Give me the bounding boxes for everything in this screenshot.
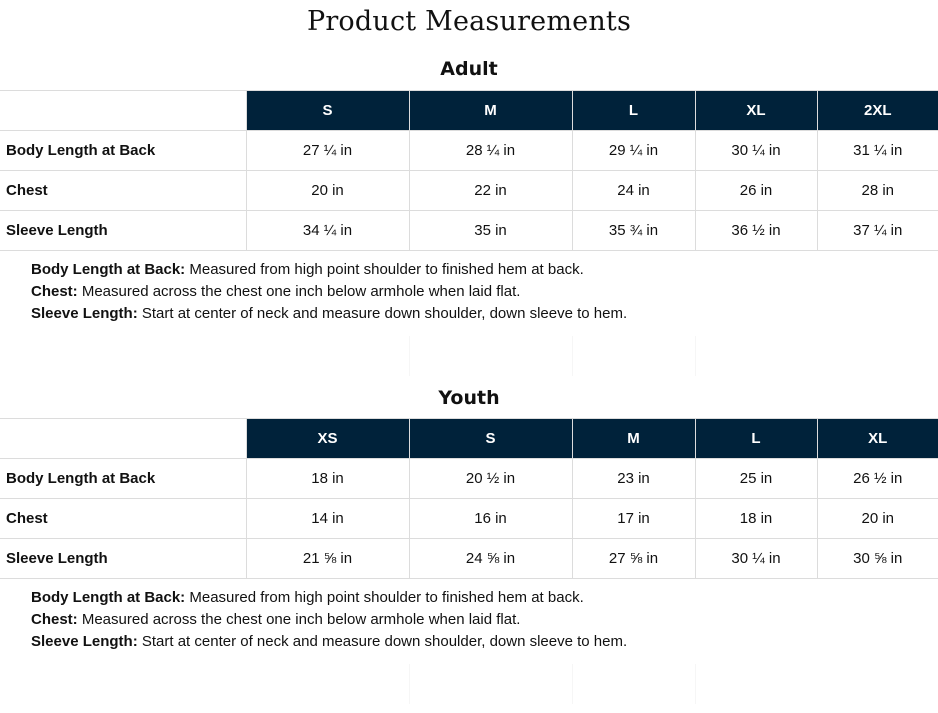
row-label: Chest — [0, 499, 246, 539]
size-header: M — [572, 419, 695, 459]
measurement-cell: 27 ¼ in — [246, 131, 409, 171]
measurement-cell: 22 in — [409, 171, 572, 211]
measurement-cell: 36 ½ in — [695, 211, 817, 251]
page-title: Product Measurements — [306, 6, 632, 37]
size-header: S — [246, 91, 409, 131]
note-term: Body Length at Back: — [31, 261, 186, 278]
note-term: Chest: — [31, 283, 78, 300]
size-header: XL — [817, 419, 938, 459]
table-corner-cell — [0, 91, 246, 131]
size-header: S — [409, 419, 572, 459]
measurement-cell: 26 ½ in — [817, 459, 938, 499]
measurement-cell: 17 in — [572, 499, 695, 539]
note-text: Measured from high point shoulder to finished hem at back. — [185, 589, 584, 606]
measurement-cell: 16 in — [409, 499, 572, 539]
size-header: 2XL — [817, 91, 938, 131]
note-item — [31, 259, 938, 281]
table-header-row — [0, 419, 938, 459]
youth-size-table — [0, 418, 938, 579]
measurement-cell: 24 in — [572, 171, 695, 211]
note-item — [31, 281, 938, 303]
note-item — [31, 631, 938, 653]
note-text: Measured from high point shoulder to finished hem at back. — [185, 261, 584, 278]
row-label: Sleeve Length — [0, 539, 246, 579]
table-row — [0, 211, 938, 251]
divider-ghost — [246, 336, 938, 376]
measurement-cell: 30 ⅝ in — [817, 539, 938, 579]
note-text: Measured across the chest one inch below armhole when laid flat. — [77, 611, 521, 628]
measurement-cell: 30 ¼ in — [695, 539, 817, 579]
adult-size-table — [0, 90, 938, 251]
measurement-cell: 29 ¼ in — [572, 131, 695, 171]
measurement-cell: 23 in — [572, 459, 695, 499]
size-header: M — [409, 91, 572, 131]
measurement-cell: 26 in — [695, 171, 817, 211]
youth-section — [0, 383, 938, 653]
size-header: XS — [246, 419, 409, 459]
note-item — [31, 303, 938, 325]
measurement-notes — [0, 251, 938, 325]
table-corner-cell — [0, 419, 246, 459]
note-term: Body Length at Back: — [31, 589, 186, 606]
table-row — [0, 131, 938, 171]
table-header-row — [0, 91, 938, 131]
adult-section — [0, 54, 938, 325]
measurement-cell: 20 in — [246, 171, 409, 211]
size-header: XL — [695, 91, 817, 131]
measurement-cell: 21 ⅝ in — [246, 539, 409, 579]
table-row — [0, 539, 938, 579]
row-label: Body Length at Back — [0, 131, 246, 171]
section-title-youth: Youth — [438, 387, 500, 409]
note-text: Start at center of neck and measure down shoulder, down sleeve to hem. — [137, 633, 628, 650]
measurement-cell: 25 in — [695, 459, 817, 499]
measurement-cell: 27 ⅝ in — [572, 539, 695, 579]
row-label: Chest — [0, 171, 246, 211]
row-label: Body Length at Back — [0, 459, 246, 499]
measurement-cell: 31 ¼ in — [817, 131, 938, 171]
table-row — [0, 459, 938, 499]
row-label: Sleeve Length — [0, 211, 246, 251]
measurement-cell: 14 in — [246, 499, 409, 539]
size-header: L — [695, 419, 817, 459]
size-header: L — [572, 91, 695, 131]
note-text: Start at center of neck and measure down shoulder, down sleeve to hem. — [137, 305, 628, 322]
measurement-cell: 28 ¼ in — [409, 131, 572, 171]
measurement-cell: 35 in — [409, 211, 572, 251]
table-row — [0, 171, 938, 211]
section-title-adult: Adult — [440, 58, 498, 80]
measurement-cell: 35 ¾ in — [572, 211, 695, 251]
measurement-cell: 20 in — [817, 499, 938, 539]
note-item — [31, 609, 938, 631]
measurement-cell: 30 ¼ in — [695, 131, 817, 171]
measurement-cell: 18 in — [695, 499, 817, 539]
measurement-cell: 28 in — [817, 171, 938, 211]
measurement-cell: 34 ¼ in — [246, 211, 409, 251]
note-term: Chest: — [31, 611, 78, 628]
measurement-cell: 24 ⅝ in — [409, 539, 572, 579]
note-term: Sleeve Length: — [31, 305, 138, 322]
measurement-notes — [0, 579, 938, 653]
note-term: Sleeve Length: — [31, 633, 138, 650]
measurement-cell: 18 in — [246, 459, 409, 499]
note-item — [31, 587, 938, 609]
measurement-cell: 20 ½ in — [409, 459, 572, 499]
table-row — [0, 499, 938, 539]
note-text: Measured across the chest one inch below armhole when laid flat. — [77, 283, 521, 300]
divider-ghost — [246, 664, 938, 704]
measurement-cell: 37 ¼ in — [817, 211, 938, 251]
